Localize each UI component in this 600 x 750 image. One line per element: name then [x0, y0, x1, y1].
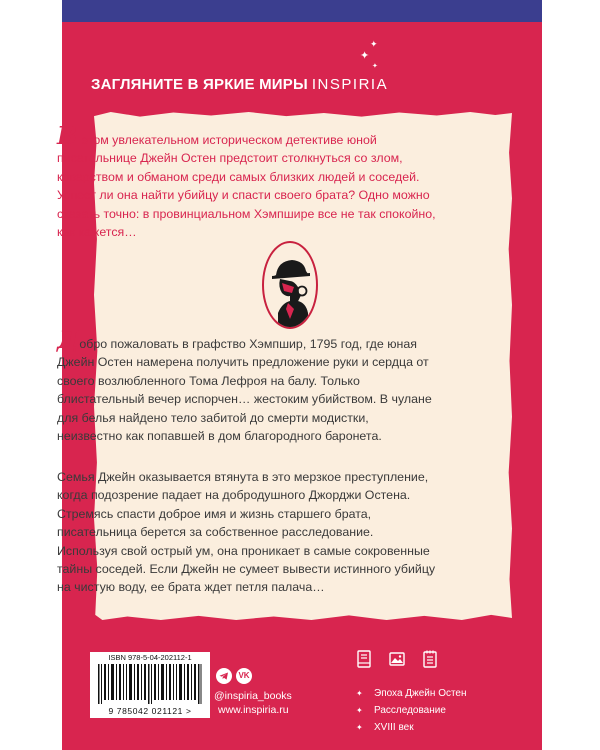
isbn-number: ISBN 978-5-04-202112-1 — [108, 653, 192, 662]
feature-label: XVIII век — [374, 722, 414, 733]
website-link[interactable]: www.inspiria.ru — [218, 704, 289, 716]
intro-text: этом увлекательном историческом детективе юной писательнице Джейн Остен предстоит столкнуться со злом, коварством и обманом среди самых близких людей и соседей. Успеет ли она найти убийцу и спасти своего брата? Одно можно сказать точно: в провинциальном Хэмпшире все не так спокойно, как кажется… — [57, 133, 436, 240]
list-item — [356, 685, 467, 702]
sparkles-icon: ✦ ✦ ✦ — [360, 39, 378, 70]
book-icon — [356, 650, 372, 668]
barcode-digits: 9 785042 021121 > — [108, 706, 192, 716]
notepad-icon — [422, 650, 438, 668]
intro-paragraph — [57, 121, 437, 241]
feature-label: Эпоха Джейн Остен — [374, 688, 467, 699]
detective-silhouette-icon — [262, 241, 318, 329]
telegram-icon[interactable] — [216, 668, 232, 684]
sparkle-icon: ✦ — [356, 689, 363, 698]
image-icon — [389, 650, 405, 668]
feature-label: Расследование — [374, 705, 446, 716]
sparkle-icon: ✦ — [356, 706, 363, 715]
plot-text: обро пожаловать в графство Хэмпшир, 1795 год, где юная Джейн Остен намерена получить предложение руки и сердца от своего возлюбленного Тома Лефроя на балу. Только блистательный вечер испорчен… жестоким убийством. В чулане для белья найдено тело забитой до смерти модистки, неизвестно как попавшей в дом благородного баронета. — [57, 337, 432, 444]
barcode-icon — [98, 664, 202, 704]
top-band — [62, 0, 542, 22]
barcode-label — [90, 652, 210, 718]
dropcap: Д — [57, 325, 79, 354]
series-heading — [91, 76, 388, 93]
brand-name: INSPIRIA — [311, 76, 389, 93]
social-handle: @inspiria_books — [214, 690, 292, 702]
plot-paragraph — [57, 325, 437, 445]
feature-list — [356, 685, 467, 736]
feature-icons — [356, 650, 455, 673]
plot-paragraph-2: Семья Джейн оказывается втянута в это мерзкое преступление, когда подозрение падает на добродушного Джорджи Остена. Стремясь спасти доброе имя и жизнь старшего брата, писательница берется за собственное расследование. Используя свой острый ум, она проникает в самые сокровенные тайны соседей. Если Джейн не сумеет вывести истинного убийцу на чистую воду, ее брата ждет петля палача… — [57, 470, 436, 595]
heading-text: ЗАГЛЯНИТЕ В ЯРКИЕ МИРЫ — [91, 76, 308, 93]
dropcap: В — [57, 121, 78, 150]
sparkle-icon: ✦ — [356, 723, 363, 732]
list-item — [356, 719, 467, 736]
social-icons — [216, 668, 256, 686]
vk-icon[interactable]: VK — [236, 668, 252, 684]
list-item — [356, 702, 467, 719]
